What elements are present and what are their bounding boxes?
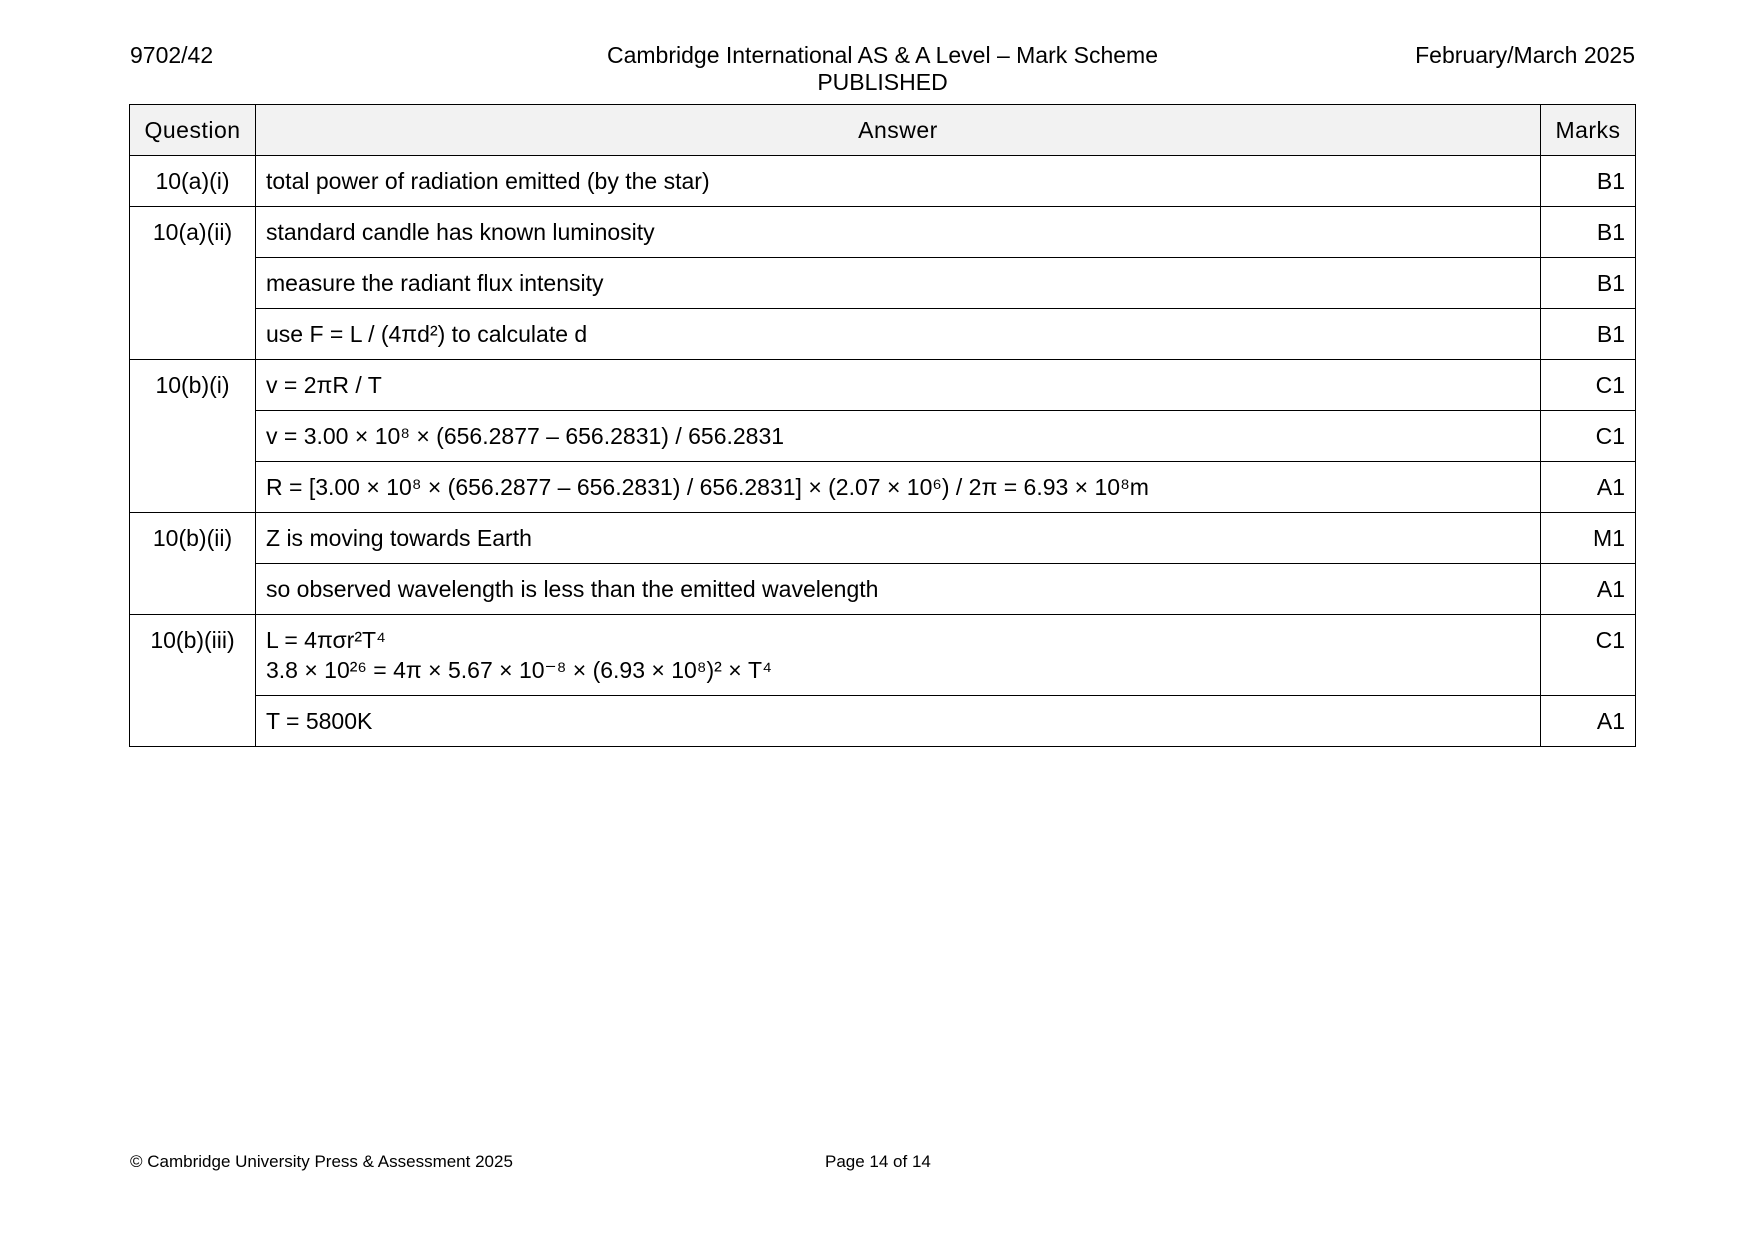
marks-column-header: Marks xyxy=(1541,105,1636,156)
document-title-block xyxy=(130,42,1635,96)
table-row xyxy=(130,207,1636,258)
answer-cell xyxy=(256,513,1541,564)
table-row xyxy=(130,564,1636,615)
table-row xyxy=(130,309,1636,360)
answer-cell xyxy=(256,411,1541,462)
answer-line: v = 3.00 × 10⁸ × (656.2877 – 656.2831) / 656.2831 xyxy=(266,423,785,449)
question-cell: 10(a)(ii) xyxy=(130,207,256,360)
paper-code: 9702/42 xyxy=(130,42,214,68)
answer-line: measure the radiant flux intensity xyxy=(266,270,604,296)
answer-line: total power of radiation emitted (by the star) xyxy=(266,168,710,194)
marks-cell: B1 xyxy=(1541,309,1636,360)
table-row xyxy=(130,258,1636,309)
mark-scheme-table xyxy=(129,104,1636,747)
answer-line: v = 2πR / T xyxy=(266,372,382,398)
marks-cell: B1 xyxy=(1541,207,1636,258)
marks-cell: C1 xyxy=(1541,615,1636,696)
question-cell: 10(b)(i) xyxy=(130,360,256,513)
table-header-row xyxy=(130,105,1636,156)
document-title: Cambridge International AS & A Level – Mark Scheme xyxy=(606,42,1159,68)
marks-cell: B1 xyxy=(1541,156,1636,207)
answer-cell xyxy=(256,696,1541,747)
answer-cell xyxy=(256,258,1541,309)
answer-cell xyxy=(256,360,1541,411)
marks-cell: A1 xyxy=(1541,564,1636,615)
marks-cell: A1 xyxy=(1541,462,1636,513)
answer-line: use F = L / (4πd²) to calculate d xyxy=(266,321,588,347)
answer-cell xyxy=(256,309,1541,360)
table-row xyxy=(130,513,1636,564)
answer-line: Z is moving towards Earth xyxy=(266,525,532,551)
table-row xyxy=(130,462,1636,513)
answer-cell xyxy=(256,564,1541,615)
table-row xyxy=(130,615,1636,696)
answer-line: 3.8 × 10²⁶ = 4π × 5.67 × 10⁻⁸ × (6.93 × 10⁸)² × T⁴ xyxy=(266,657,772,683)
question-cell: 10(b)(iii) xyxy=(130,615,256,747)
answer-line: standard candle has known luminosity xyxy=(266,219,655,245)
exam-session: February/March 2025 xyxy=(1415,42,1635,68)
question-cell: 10(b)(ii) xyxy=(130,513,256,615)
table-row xyxy=(130,696,1636,747)
answer-line: R = [3.00 × 10⁸ × (656.2877 – 656.2831) / 656.2831] × (2.07 × 10⁶) / 2π = 6.93 × 10⁸m xyxy=(266,474,1149,500)
marks-cell: A1 xyxy=(1541,696,1636,747)
marks-cell: B1 xyxy=(1541,258,1636,309)
answer-cell xyxy=(256,156,1541,207)
mark-scheme-body xyxy=(130,156,1636,747)
page-number: Page 14 of 14 xyxy=(825,1152,931,1171)
copyright-notice: © Cambridge University Press & Assessment 2025 xyxy=(130,1152,513,1171)
page-header xyxy=(130,42,1635,102)
answer-cell xyxy=(256,207,1541,258)
answer-line: L = 4πσr²T⁴ xyxy=(266,627,386,653)
answer-line: T = 5800K xyxy=(266,708,373,734)
table-row xyxy=(130,411,1636,462)
marks-cell: C1 xyxy=(1541,411,1636,462)
question-column-header: Question xyxy=(130,105,256,156)
answer-cell xyxy=(256,462,1541,513)
answer-cell xyxy=(256,615,1541,696)
answer-column-header: Answer xyxy=(256,105,1541,156)
marks-cell: C1 xyxy=(1541,360,1636,411)
answer-line: so observed wavelength is less than the emitted wavelength xyxy=(266,576,879,602)
marks-cell: M1 xyxy=(1541,513,1636,564)
document-status: PUBLISHED xyxy=(817,69,948,95)
table-row xyxy=(130,360,1636,411)
question-cell: 10(a)(i) xyxy=(130,156,256,207)
table-row xyxy=(130,156,1636,207)
